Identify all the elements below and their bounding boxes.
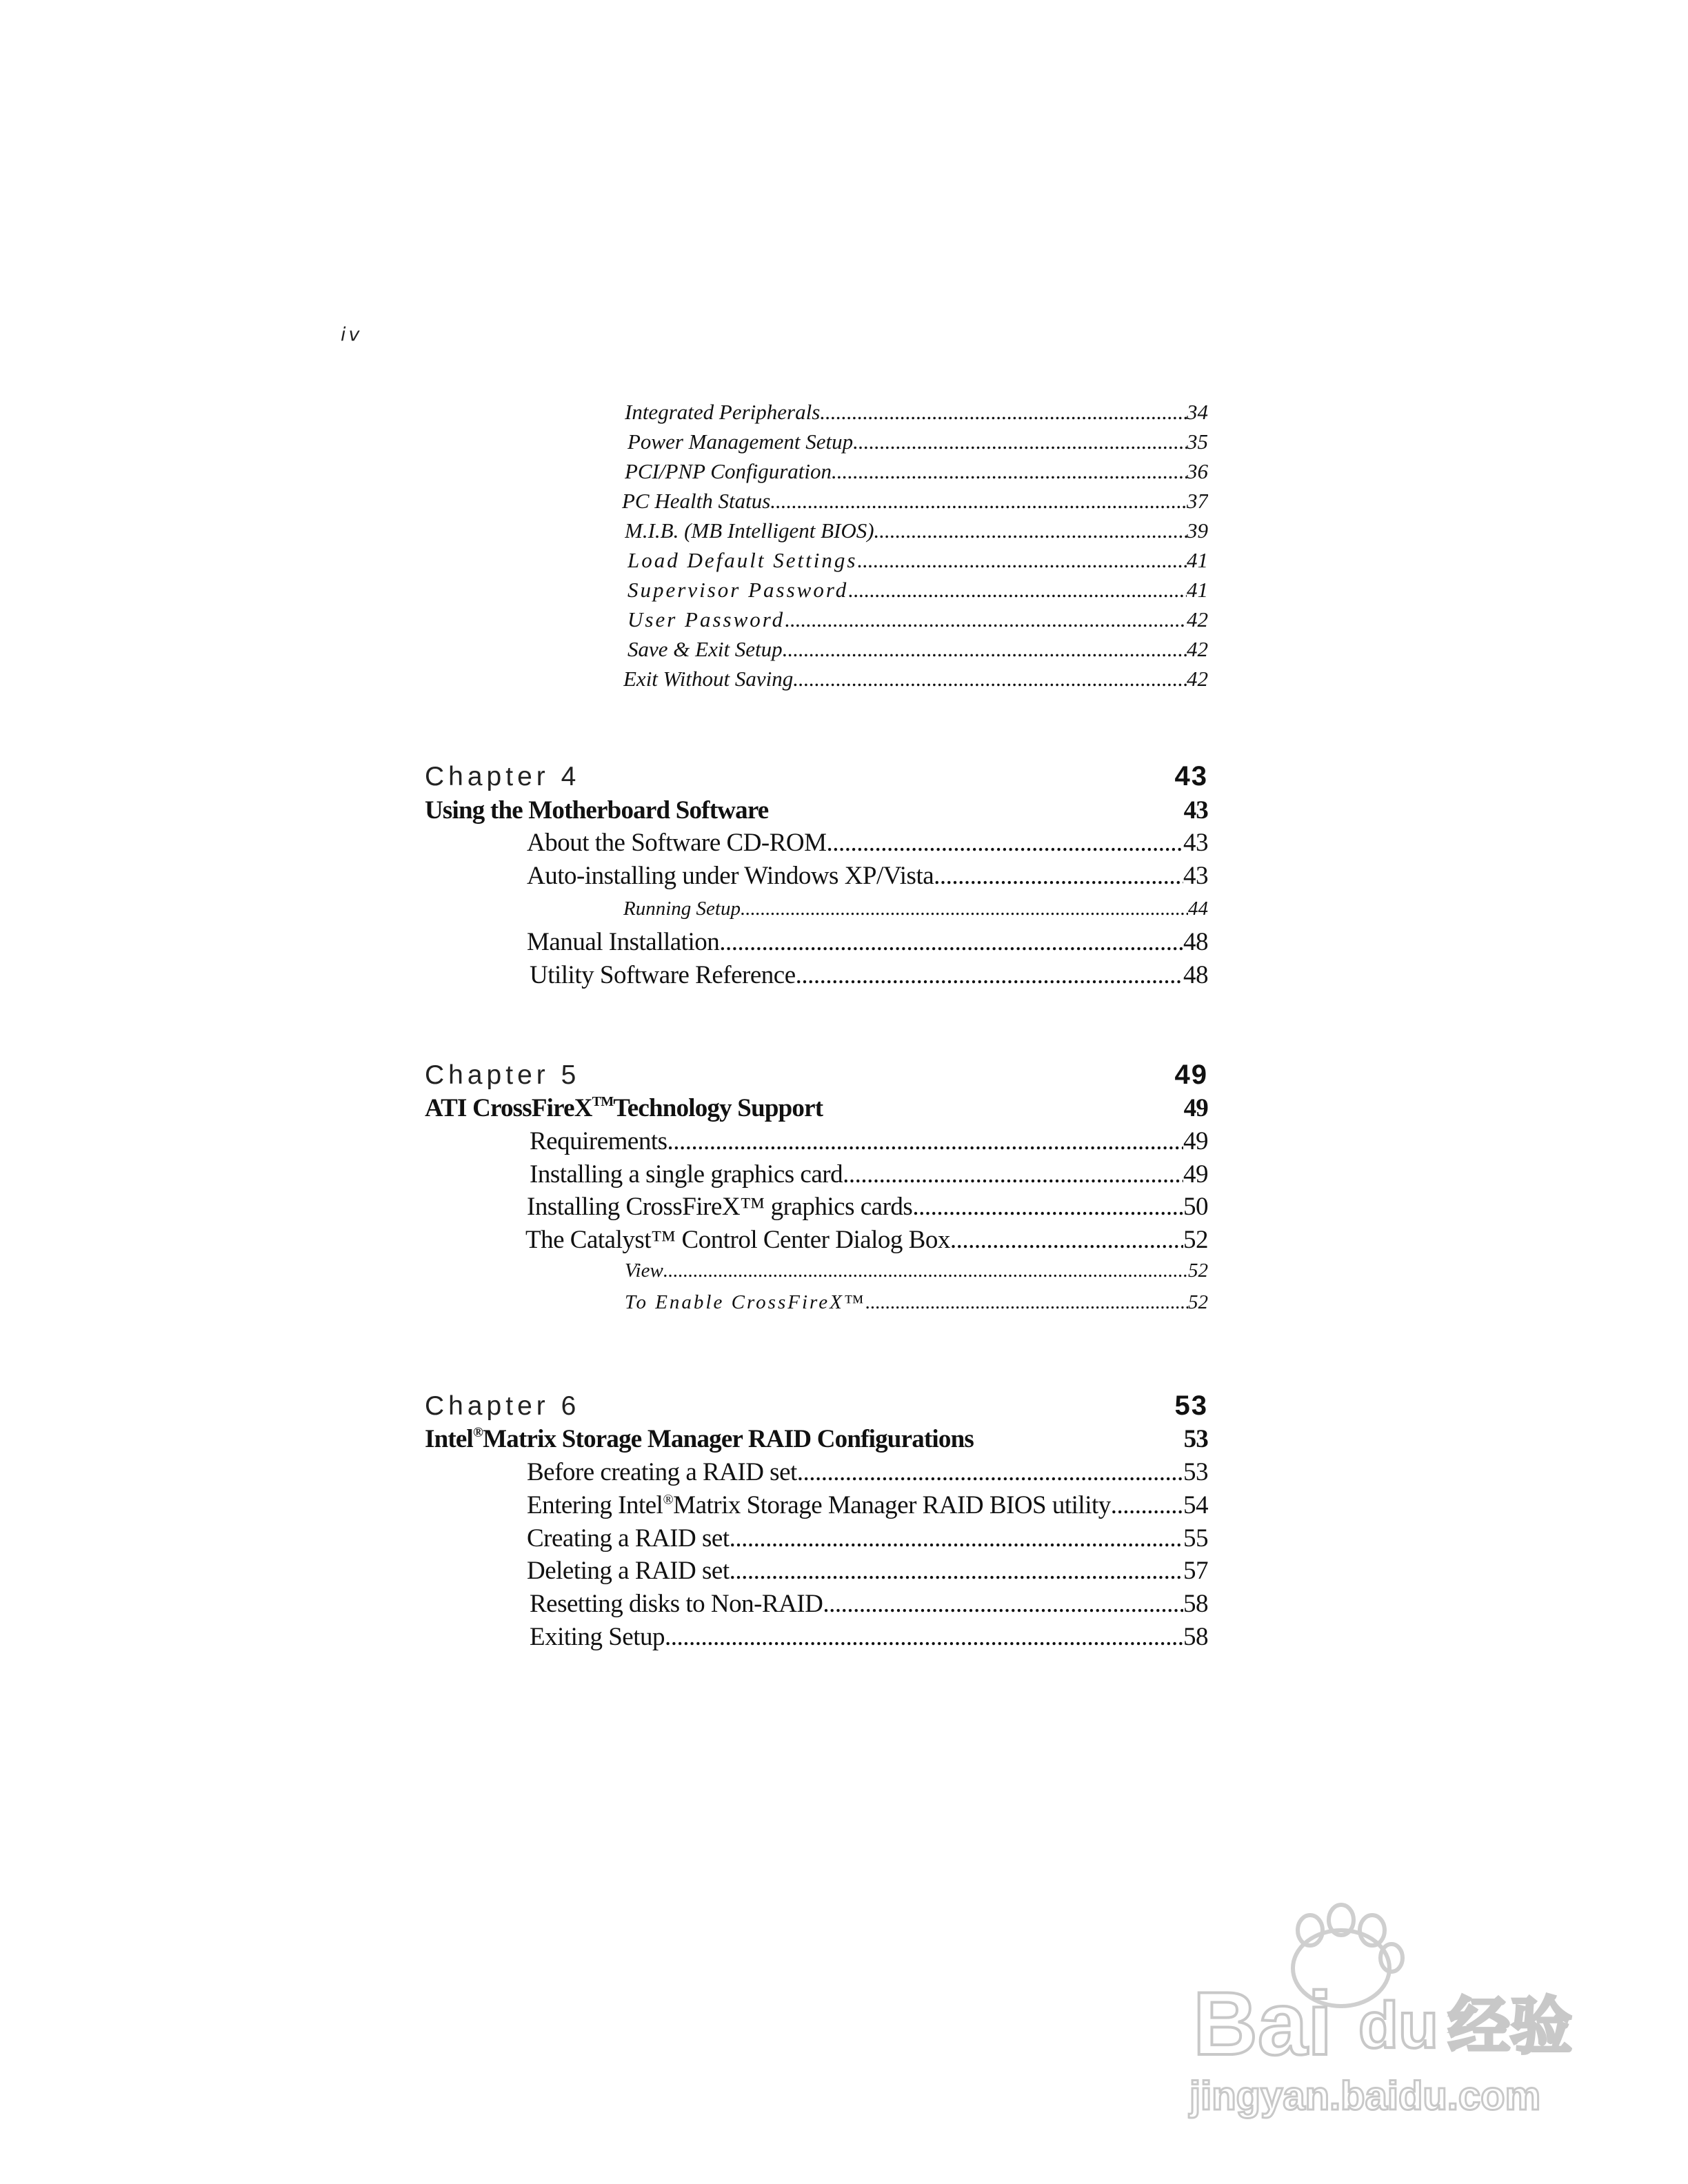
toc-entry-running-setup[interactable]: Running Setup ..... 44: [623, 898, 1208, 920]
toc-entry-entering-raid-bios[interactable]: Entering Intel®Matrix Storage Manager RAID BIOS utility ..... 54: [527, 1490, 1208, 1520]
toc-entry-exit-without-saving[interactable]: Exit Without Saving ..... 42: [623, 667, 1208, 691]
chapter-title-page: 43: [1183, 796, 1208, 825]
toc-entry-save-exit-setup[interactable]: Save & Exit Setup ..... 42: [627, 637, 1208, 662]
page-number: iv: [341, 324, 363, 345]
chapter-title-text: Using the Motherboard Software: [425, 796, 769, 825]
chapter-6-title[interactable]: [425, 1424, 1208, 1454]
chapter-page: 53: [1174, 1391, 1208, 1421]
toc-entry-mib[interactable]: M.I.B. (MB Intelligent BIOS) ..... 39: [625, 518, 1208, 543]
toc-entry-requirements[interactable]: Requirements ..... 49: [530, 1126, 1208, 1156]
toc-entry-about-software-cd[interactable]: About the Software CD-ROM ..... 43: [527, 828, 1208, 858]
toc-entry-user-password[interactable]: User Password ..... 42: [627, 607, 1208, 632]
toc-entry-pci-pnp-configuration[interactable]: PCI/PNP Configuration ..... 36: [625, 459, 1208, 484]
toc-entry-view[interactable]: View ..... 52: [625, 1260, 1208, 1282]
chapter-label: Chapter 6: [425, 1391, 581, 1421]
toc-entry-installing-crossfirex[interactable]: Installing CrossFireX™ graphics cards ..... 50: [527, 1192, 1208, 1222]
chapter-label: Chapter 5: [425, 1060, 581, 1090]
chapter-5-title[interactable]: [425, 1093, 1208, 1123]
toc-entry-integrated-peripherals[interactable]: Integrated Peripherals ..... 34: [625, 400, 1208, 425]
chapter-page: 49: [1174, 1060, 1208, 1090]
chapter-title-text: ATI CrossFireX™Technology Support: [425, 1093, 823, 1122]
chapter-4-heading: [425, 761, 1208, 792]
chapter-4-title[interactable]: [425, 796, 1208, 825]
toc-entry-catalyst-control-center[interactable]: The Catalyst™ Control Center Dialog Box ..... 52: [525, 1225, 1208, 1255]
chapter-6-heading: [425, 1391, 1208, 1422]
toc-entry-power-management-setup[interactable]: Power Management Setup ..... 35: [627, 429, 1208, 454]
toc-entry-auto-installing[interactable]: Auto-installing under Windows XP/Vista ..... 43: [527, 861, 1208, 891]
chapter-label: Chapter 4: [425, 762, 581, 791]
toc-entry-utility-software-reference[interactable]: Utility Software Reference ..... 48: [530, 960, 1208, 990]
chapter-title-text: Intel®Matrix Storage Manager RAID Configurations: [425, 1424, 974, 1453]
toc-entry-exiting-setup[interactable]: Exiting Setup ..... 58: [530, 1622, 1208, 1652]
toc-entry-installing-single-card[interactable]: Installing a single graphics card ..... 49: [530, 1160, 1208, 1189]
watermark-brand-cn: 经验: [1448, 1990, 1572, 2063]
baidu-watermark-logo: [1172, 1903, 1586, 2123]
watermark-url: jingyan.baidu.com: [1189, 2074, 1541, 2119]
chapter-page: 43: [1174, 761, 1208, 791]
toc-entry-pc-health-status[interactable]: PC Health Status ..... 37: [622, 489, 1208, 514]
watermark-brand-b: du: [1358, 1989, 1439, 2062]
toc-entry-enable-crossfirex[interactable]: To Enable CrossFireX™ ..... 52: [625, 1291, 1208, 1314]
watermark-brand: Bai: [1193, 1973, 1333, 2074]
toc-entry-before-creating-raid[interactable]: Before creating a RAID set ..... 53: [527, 1457, 1208, 1487]
toc-entry-supervisor-password[interactable]: Supervisor Password ..... 41: [627, 578, 1208, 603]
toc-entry-load-default-settings[interactable]: Load Default Settings ..... 41: [627, 548, 1208, 573]
toc-entry-manual-installation[interactable]: Manual Installation ..... 48: [527, 927, 1208, 957]
toc-entry-deleting-raid[interactable]: Deleting a RAID set ..... 57: [527, 1556, 1208, 1586]
chapter-title-page: 53: [1183, 1425, 1208, 1453]
chapter-5-heading: [425, 1060, 1208, 1091]
chapter-title-page: 49: [1183, 1094, 1208, 1122]
toc-entry-resetting-disks[interactable]: Resetting disks to Non-RAID ..... 58: [530, 1589, 1208, 1619]
toc-entry-creating-raid[interactable]: Creating a RAID set ..... 55: [527, 1524, 1208, 1553]
